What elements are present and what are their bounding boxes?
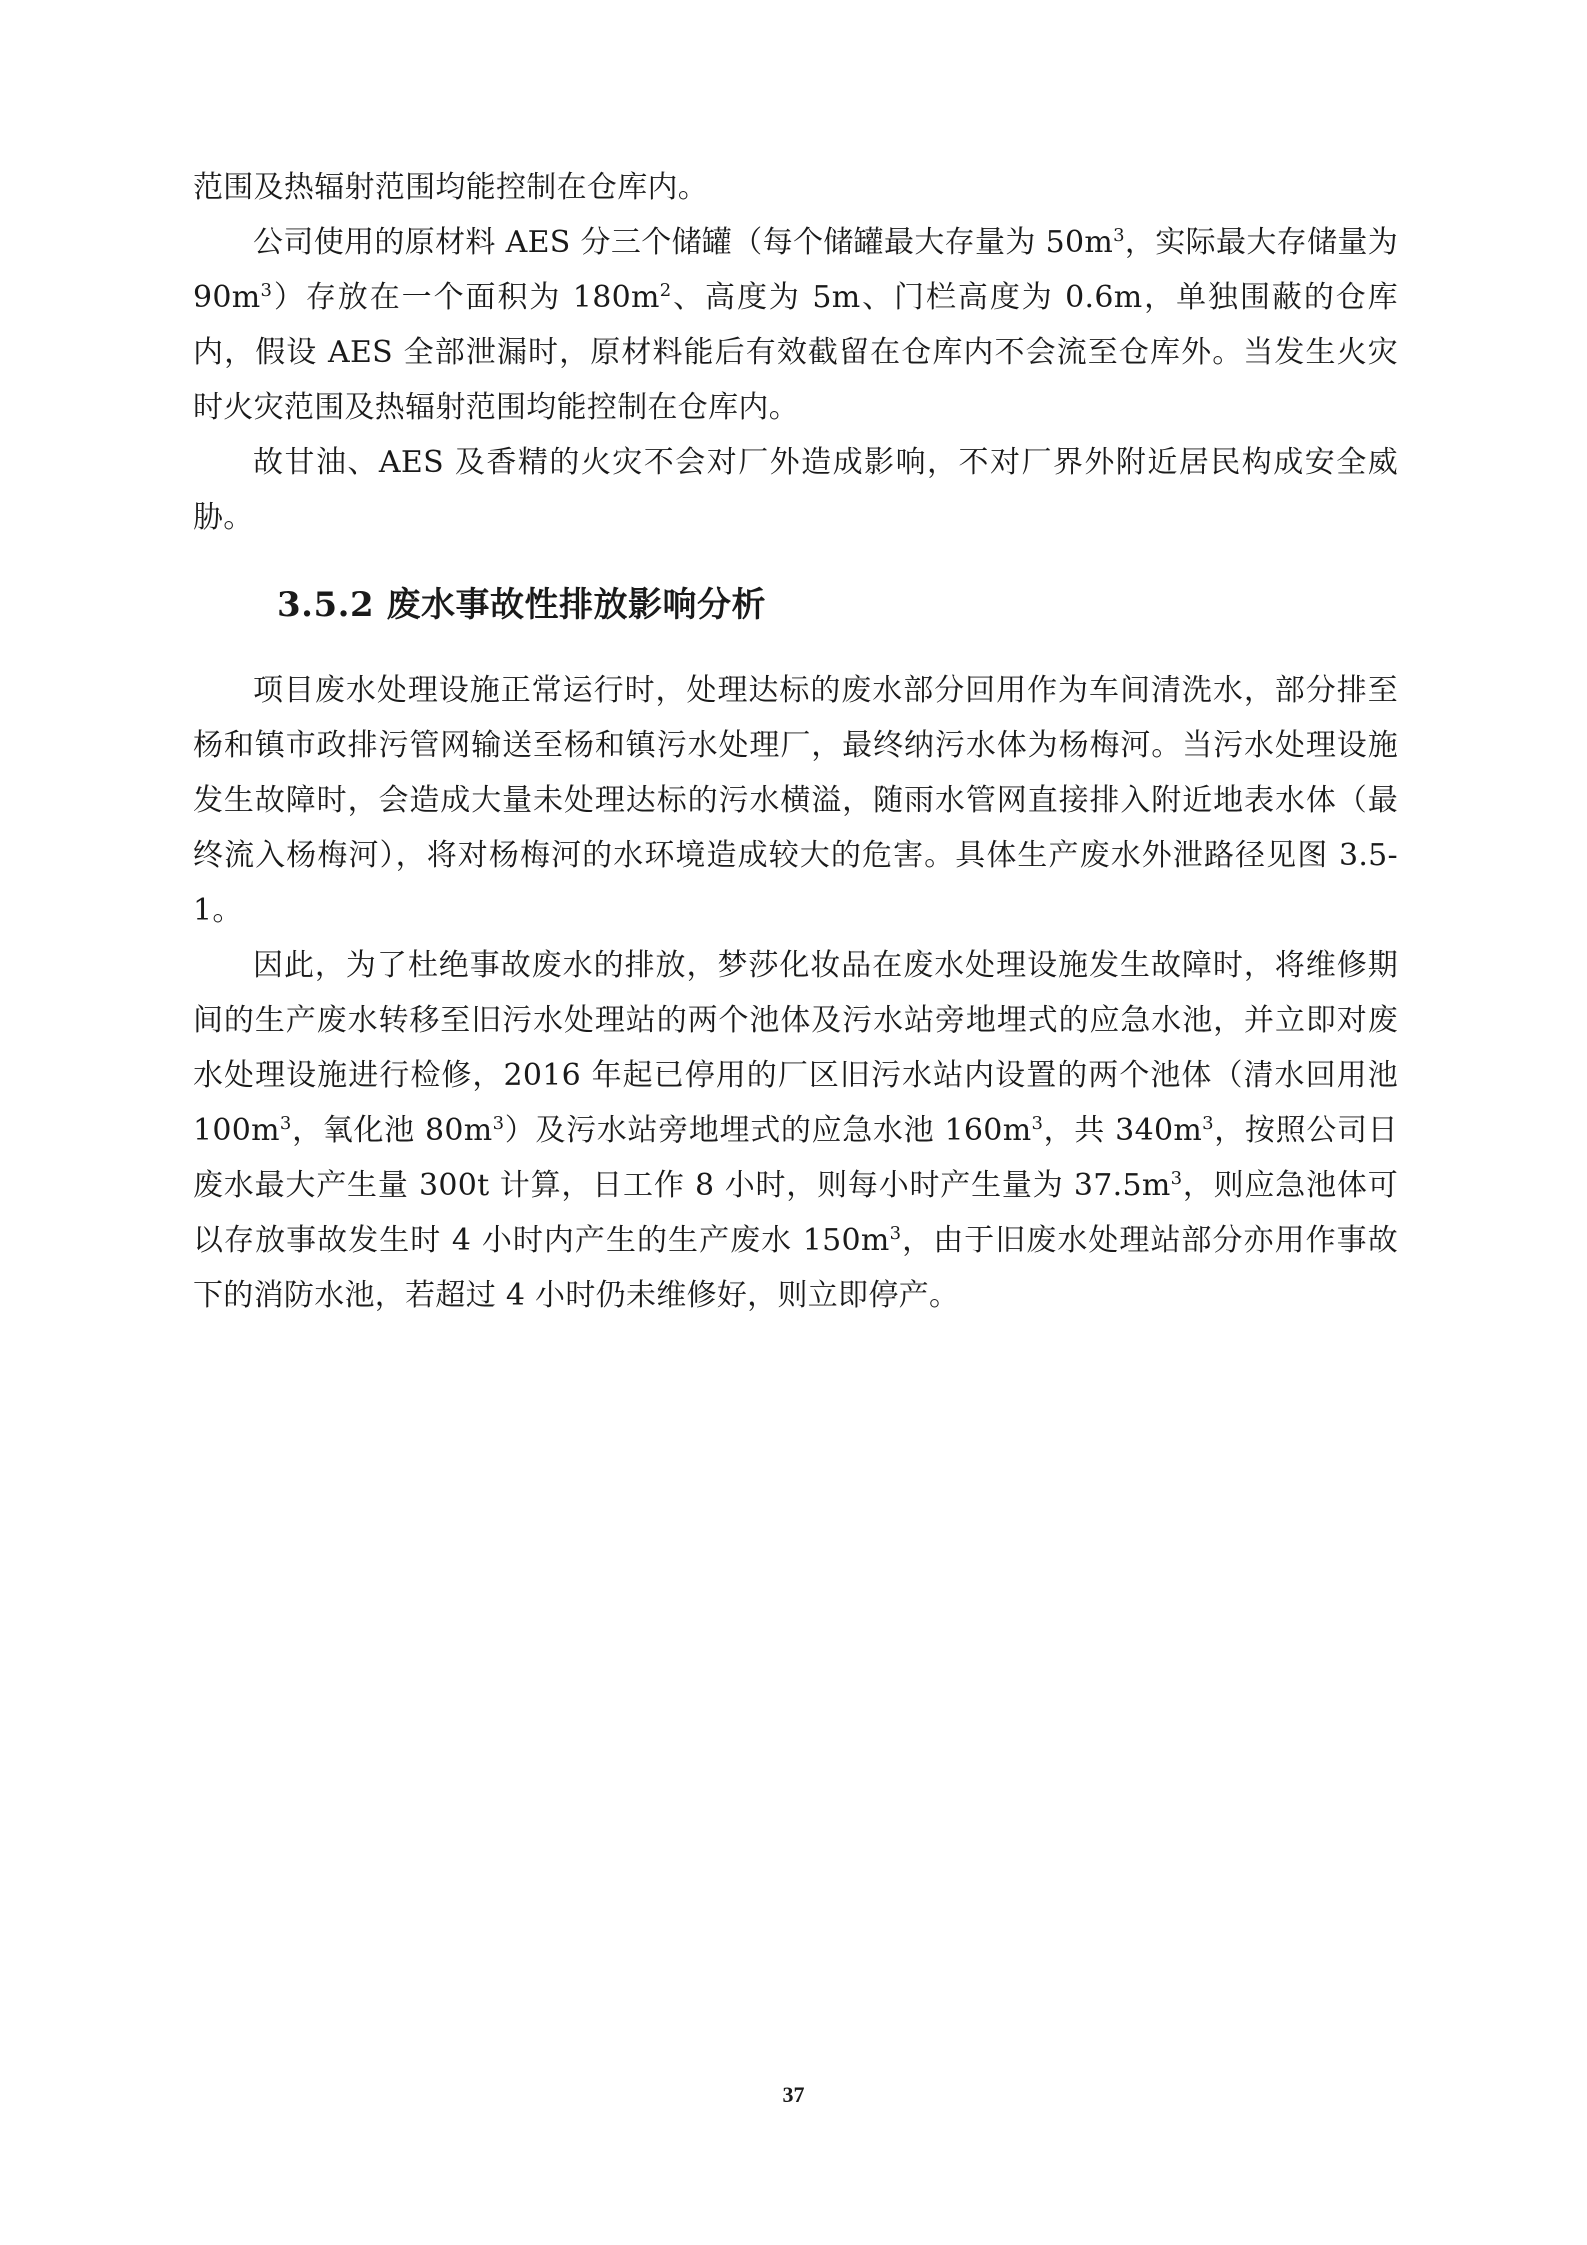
page-number: 37 xyxy=(782,2082,805,2107)
text-run: 项目废水处理设施正常运行时，处理达标的废水部分回用作为车间清洗水，部分排至杨和镇市政排污管网输送至杨和镇污水处理厂，最终纳污水体为杨梅河。当污水处理设施发生故障时，会造成大量未处理达标的污水横溢，随雨水管网直接排入附近地表水体（最终流入杨梅河），将对杨梅河的水环境造成较大的危害。具体生产废水外泄路径见图 3.5-1。 xyxy=(193,673,1398,928)
text-run: ）及污水站旁地埋式的应急水池 160m xyxy=(504,1113,1032,1148)
superscript: 3 xyxy=(492,1113,505,1134)
text-run: ，按照公司日废水最大产生量 300t 计算，日工作 8 小时，则每小时产生量为 37.5m xyxy=(193,1113,1398,1203)
text-run: ）存放在一个面积为 180m xyxy=(272,280,660,315)
paragraphs-before-heading xyxy=(193,160,1398,545)
superscript: 3 xyxy=(1113,225,1125,246)
paragraph-p4 xyxy=(193,663,1398,938)
paragraph-p2 xyxy=(193,215,1398,435)
paragraph-p5 xyxy=(193,938,1398,1323)
paragraph-p1 xyxy=(193,160,1398,215)
superscript: 3 xyxy=(279,1113,292,1134)
paragraph-p3 xyxy=(193,435,1398,545)
section-heading: 3.5.2 废水事故性排放影响分析 xyxy=(277,585,766,625)
text-run: 公司使用的原材料 AES 分三个储罐（每个储罐最大存量为 50m xyxy=(253,225,1114,260)
superscript: 3 xyxy=(1202,1113,1214,1134)
page-content xyxy=(193,160,1398,1323)
superscript: 3 xyxy=(260,280,273,301)
text-run: ，实际最大存储量为 90m xyxy=(193,225,1398,315)
text-run: 故甘油、AES 及香精的火灾不会对厂外造成影响，不对厂界外附近居民构成安全威胁。 xyxy=(193,445,1398,535)
text-run: 范围及热辐射范围均能控制在仓库内。 xyxy=(193,170,709,205)
superscript: 2 xyxy=(659,280,672,301)
text-run: ，氧化池 80m xyxy=(291,1113,493,1148)
text-run: ，则应急池体可以存放事故发生时 4 小时内产生的生产废水 150m xyxy=(193,1168,1398,1258)
superscript: 3 xyxy=(1031,1113,1044,1134)
superscript: 3 xyxy=(1170,1168,1183,1189)
text-run: ，由于旧废水处理站部分亦用作事故下的消防水池，若超过 4 小时仍未维修好，则立即停产。 xyxy=(193,1223,1398,1313)
superscript: 3 xyxy=(889,1223,902,1244)
text-run: ，共 340m xyxy=(1043,1113,1203,1148)
text-run: 因此，为了杜绝事故废水的排放，梦莎化妆品在废水处理设施发生故障时，将维修期间的生产废水转移至旧污水处理站的两个池体及污水站旁地埋式的应急水池，并立即对废水处理设施进行检修，2016 年起已停用的厂区旧污水站内设置的两个池体（清水回用池 100m xyxy=(193,948,1398,1148)
paragraphs-after-heading xyxy=(193,663,1398,1323)
text-run: 、高度为 5m、门栏高度为 0.6m，单独围蔽的仓库内，假设 AES 全部泄漏时，原材料能后有效截留在仓库内不会流至仓库外。当发生火灾时火灾范围及热辐射范围均能控制在仓库内。 xyxy=(193,280,1398,425)
